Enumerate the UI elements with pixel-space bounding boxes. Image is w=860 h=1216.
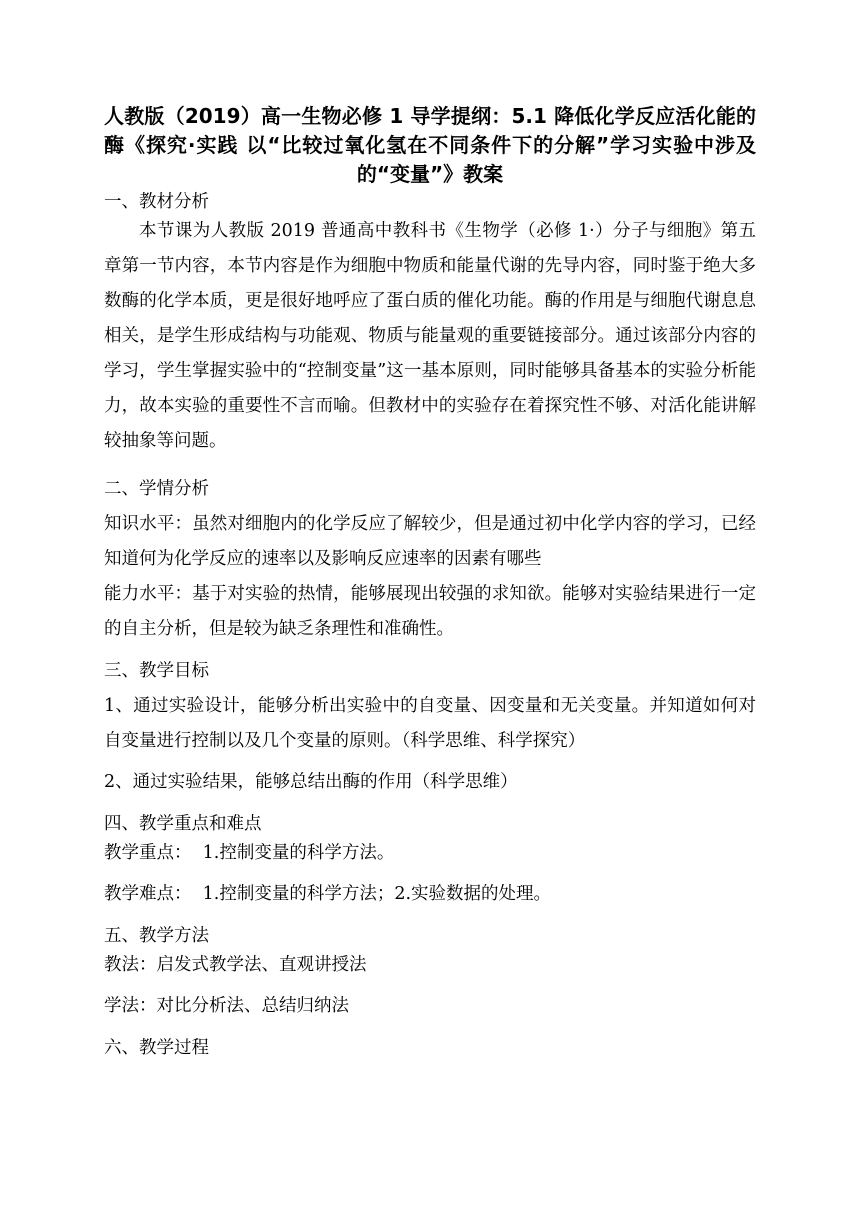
section-paragraph: 教学重点： 1.控制变量的科学方法。 — [104, 843, 395, 863]
section-paragraph: 教学难点： 1.控制变量的科学方法；2.实验数据的处理。 — [104, 884, 552, 904]
document-body — [104, 190, 756, 1060]
section-heading-learner-analysis: 二、学情分析 — [104, 479, 209, 499]
section-paragraph: 知识水平：虽然对细胞内的化学反应了解较少，但是通过初中化学内容的学习，已经知道何为化学反应的速率以及影响反应速率的因素有哪些 — [104, 514, 756, 569]
section-paragraph: 学法：对比分析法、总结归纳法 — [104, 996, 349, 1016]
section-heading-teaching-methods: 五、教学方法 — [104, 926, 209, 946]
section-paragraph: 2、通过实验结果，能够总结出酶的作用（科学思维） — [104, 772, 518, 792]
section-heading-textbook-analysis: 一、教材分析 — [104, 192, 209, 212]
section-paragraph: 教法：启发式教学法、直观讲授法 — [104, 955, 367, 975]
section-heading-key-points: 四、教学重点和难点 — [104, 814, 262, 834]
section-paragraph: 1、通过实验设计，能够分析出实验中的自变量、因变量和无关变量。并知道如何对自变量进行控制以及几个变量的原则。（科学思维、科学探究） — [104, 696, 756, 751]
section-paragraph: 本节课为人教版 2019 普通高中教科书《生物学（必修 1·）分子与细胞》第五章第一节内容，本节内容是作为细胞中物质和能量代谢的先导内容，同时鉴于绝大多数酶的化学本质，更是很好地呼应了蛋白质的催化功能。酶的作用是与细胞代谢息息相关，是学生形成结构与功能观、物质与能量观的重要链接部分。通过该部分内容的学习，学生掌握实验中的“控制变量”这一基本原则，同时能够具备基本的实验分析能力，故本实验的重要性不言而喻。但教材中的实验存在着探究性不够、对活化能讲解较抽象等问题。 — [104, 221, 756, 451]
section-paragraph: 能力水平：基于对实验的热情，能够展现出较强的求知欲。能够对实验结果进行一定的自主分析，但是较为缺乏条理性和准确性。 — [104, 584, 756, 639]
document-title: 人教版（2019）高一生物必修 1 导学提纲：5.1 降低化学反应活化能的酶《探究·实践 以“比较过氧化氢在不同条件下的分解”学习实验中涉及的“变量”》教案 — [104, 104, 756, 186]
section-heading-teaching-process: 六、教学过程 — [104, 1038, 209, 1058]
section-heading-teaching-objectives: 三、教学目标 — [104, 661, 209, 681]
